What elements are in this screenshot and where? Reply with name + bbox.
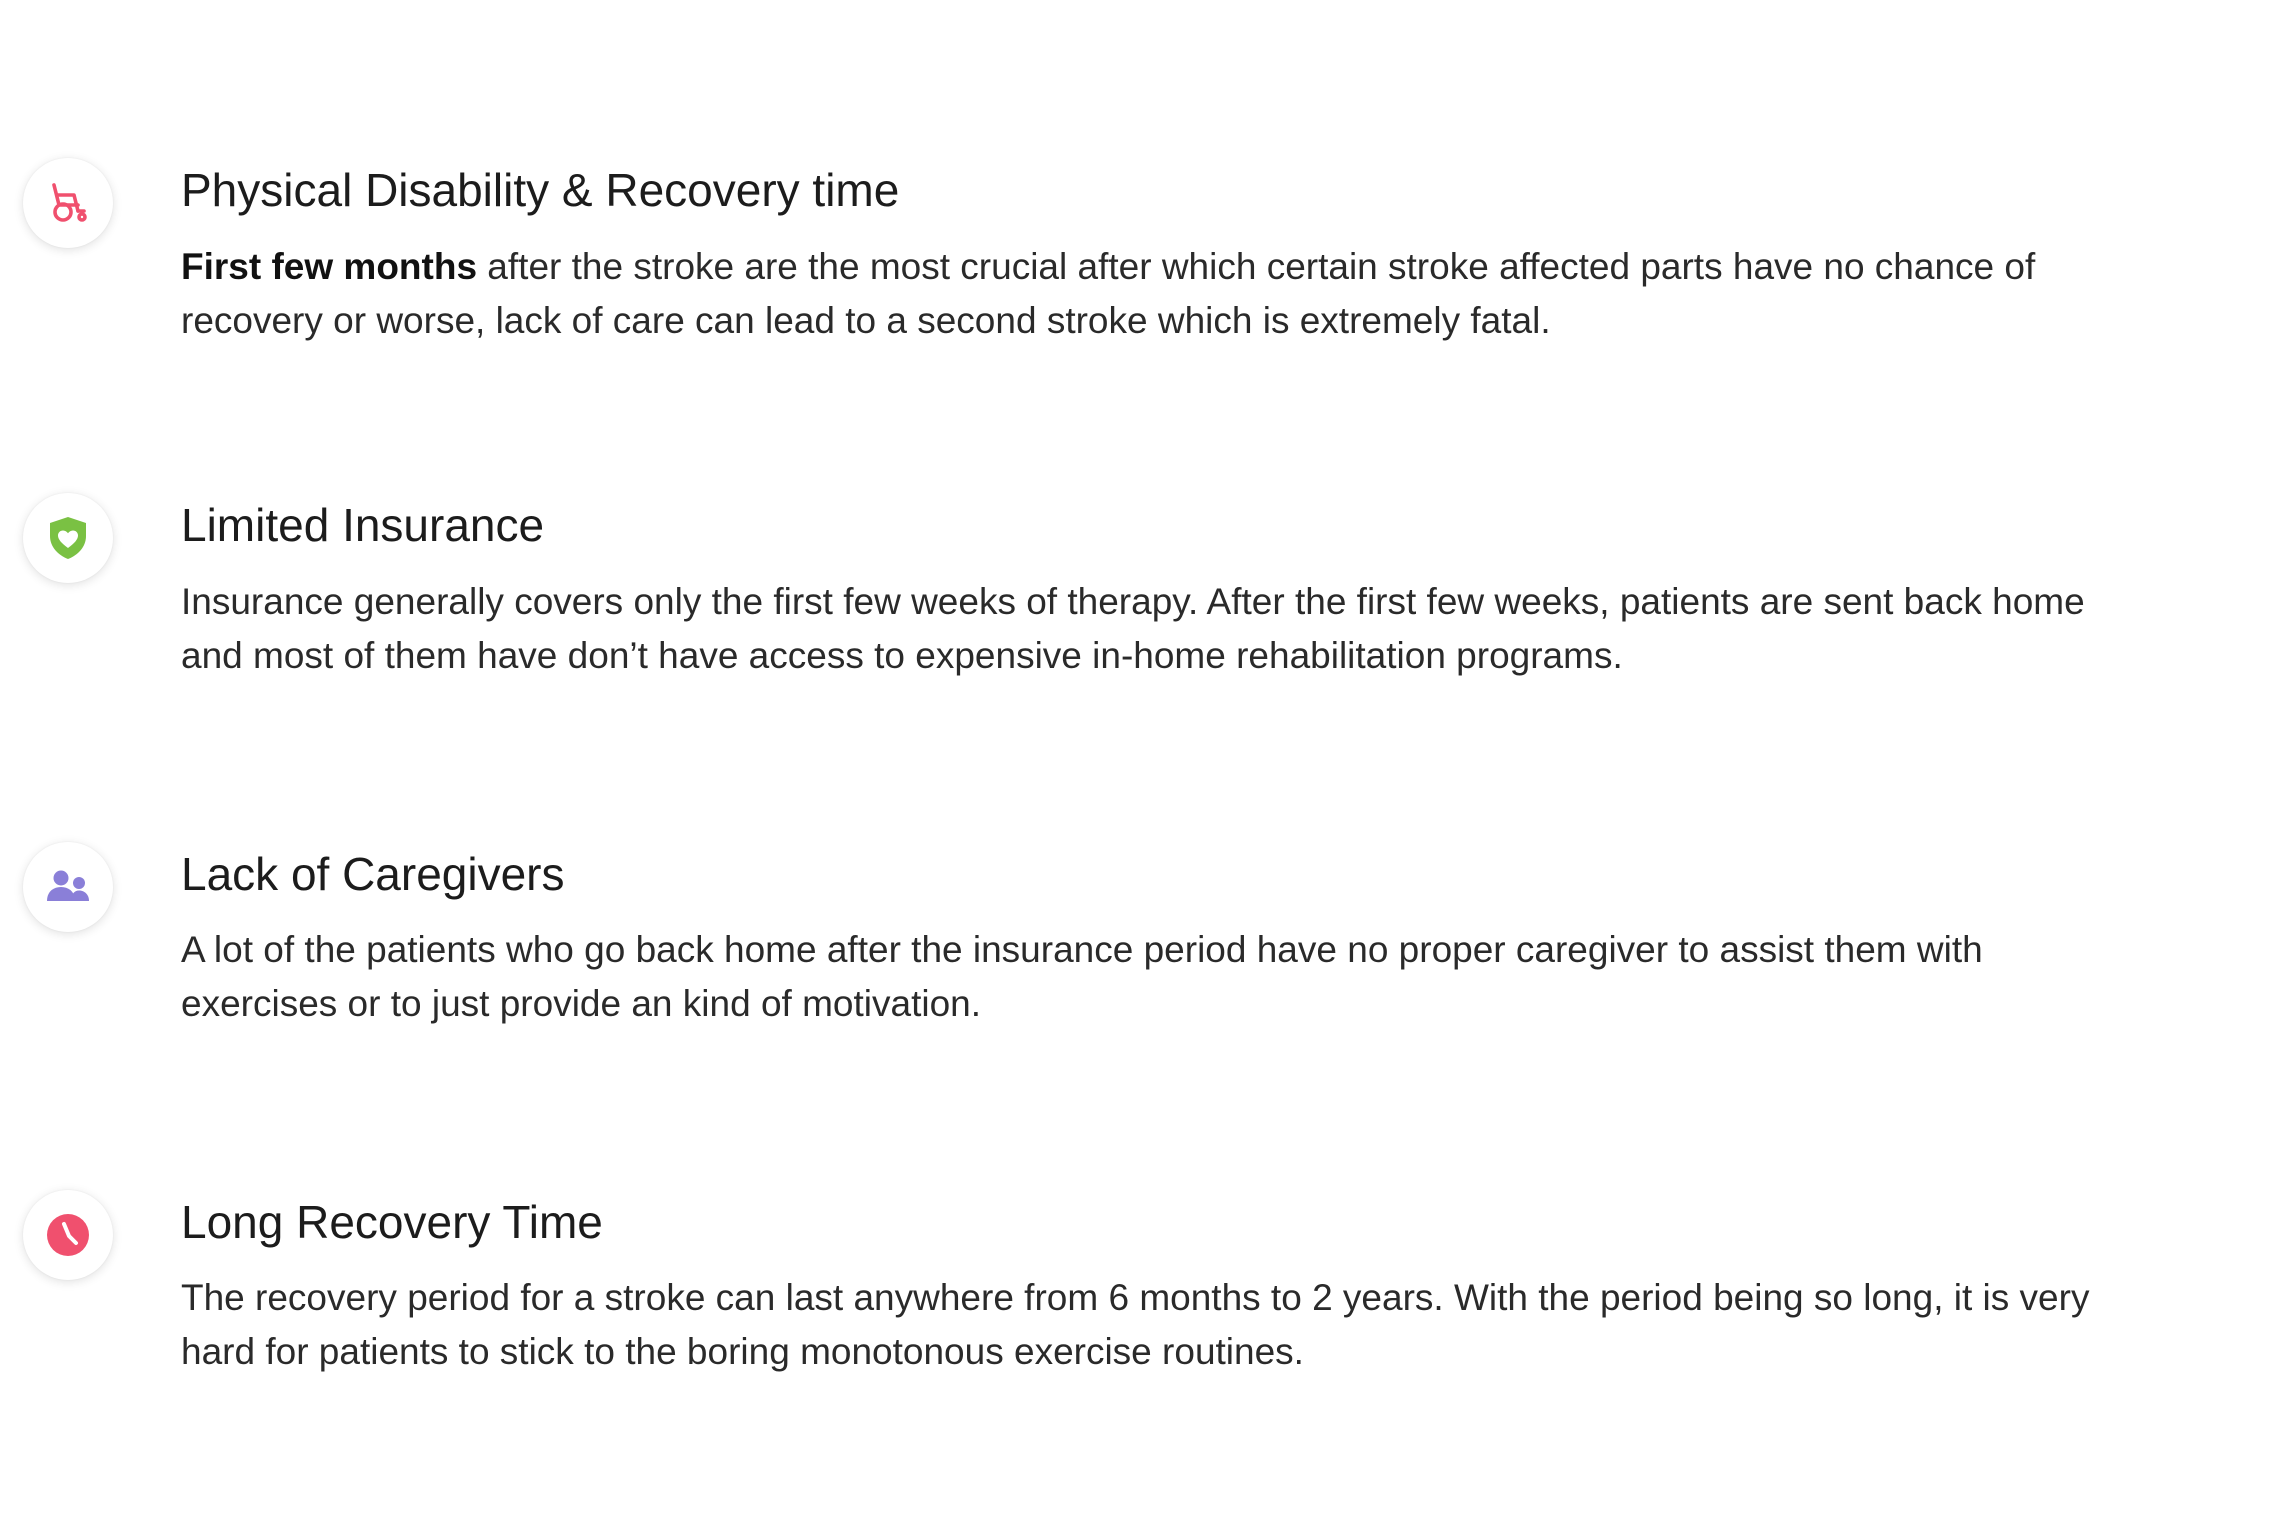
item-title: Physical Disability & Recovery time — [181, 164, 900, 216]
shield-heart-icon-badge — [23, 493, 113, 583]
users-icon-badge — [23, 842, 113, 932]
item-title: Limited Insurance — [181, 499, 545, 551]
users-icon — [44, 863, 92, 911]
item-description: The recovery period for a stroke can last anywhere from 6 months to 2 years. With the period being so long, it is very hard for patients to stick to the boring monotonous exercise routines. — [181, 1277, 2090, 1372]
wheelchair-icon — [44, 179, 92, 227]
item-description: A lot of the patients who go back home after the insurance period have no proper caregiver to assist them with exercises or to just provide an kind of motivation. — [181, 929, 1983, 1024]
item-title: Long Recovery Time — [181, 1196, 603, 1248]
shield-heart-icon — [44, 514, 92, 562]
item-description-text: after the stroke are the most crucial after which certain stroke affected parts have no chance of recovery or worse, lack of care can lead to a second stroke which is extremely fatal. — [181, 246, 2036, 341]
item-description — [181, 240, 2101, 348]
item-title: Lack of Caregivers — [181, 848, 565, 900]
clock-icon — [44, 1211, 92, 1259]
item-description: Insurance generally covers only the first few weeks of therapy. After the first few weeks, patients are sent back home and most of them have don’t have access to expensive in-home rehabilitation programs. — [181, 581, 2085, 676]
clock-icon-badge — [23, 1190, 113, 1280]
item-description-emphasis: First few months — [181, 246, 478, 287]
wheelchair-icon-badge — [23, 158, 113, 248]
